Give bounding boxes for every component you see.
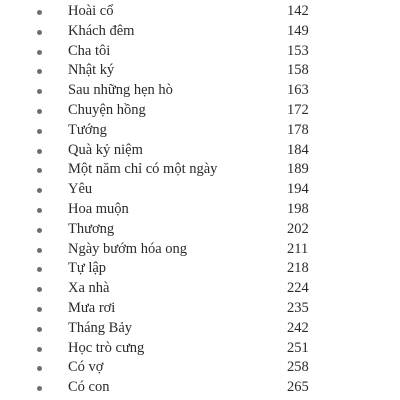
toc-entry-page: 163 xyxy=(287,82,309,99)
toc-entry[interactable] xyxy=(0,180,400,200)
bullet-icon xyxy=(37,386,42,391)
toc-entry-title: Có con xyxy=(68,379,110,396)
toc-entry-title: Chuyện hồng xyxy=(68,101,146,118)
toc-entry[interactable] xyxy=(0,141,400,161)
toc-entry[interactable] xyxy=(0,240,400,260)
toc-entry-page: 158 xyxy=(287,62,309,79)
toc-entry-title: Cha tôi xyxy=(68,42,111,59)
toc-entry-page: 218 xyxy=(287,260,309,277)
toc-entry[interactable] xyxy=(0,81,400,101)
table-of-contents xyxy=(0,2,400,398)
toc-entry-title: Sau những hẹn hò xyxy=(68,82,173,99)
bullet-icon xyxy=(37,307,42,312)
toc-entry[interactable] xyxy=(0,22,400,42)
bullet-icon xyxy=(37,267,42,272)
toc-entry[interactable] xyxy=(0,101,400,121)
bullet-icon xyxy=(37,69,42,74)
toc-entry-page: 198 xyxy=(287,200,309,217)
toc-entry-title: Hoa muộn xyxy=(68,200,129,217)
toc-entry-page: 202 xyxy=(287,220,309,237)
toc-entry-title: Thương xyxy=(68,220,115,237)
toc-entry[interactable] xyxy=(0,319,400,339)
toc-entry-page: 184 xyxy=(287,141,309,158)
toc-entry-page: 189 xyxy=(287,161,309,178)
toc-entry[interactable] xyxy=(0,299,400,319)
toc-entry-title: Mưa rơi xyxy=(68,299,116,316)
toc-entry-page: 172 xyxy=(287,101,309,118)
bullet-icon xyxy=(37,188,42,193)
toc-entry[interactable] xyxy=(0,358,400,378)
bullet-icon xyxy=(37,10,42,15)
toc-entry-title: Một năm chỉ có một ngày xyxy=(68,161,218,178)
bullet-icon xyxy=(37,30,42,35)
bullet-icon xyxy=(37,327,42,332)
toc-entry-title: Học trò cưng xyxy=(68,339,145,356)
toc-entry-page: 153 xyxy=(287,42,309,59)
bullet-icon xyxy=(37,208,42,213)
toc-entry-title: Quà kỷ niệm xyxy=(68,141,143,158)
toc-entry[interactable] xyxy=(0,160,400,180)
bullet-icon xyxy=(37,109,42,114)
toc-entry-page: 258 xyxy=(287,359,309,376)
bullet-icon xyxy=(37,129,42,134)
toc-entry-title: Nhật ký xyxy=(68,62,115,79)
toc-entry-title: Có vợ xyxy=(68,359,104,376)
toc-entry-title: Yêu xyxy=(68,181,93,198)
toc-entry[interactable] xyxy=(0,339,400,359)
toc-entry[interactable] xyxy=(0,121,400,141)
toc-entry-title: Ngày bướm hóa ong xyxy=(68,240,188,257)
toc-entry[interactable] xyxy=(0,42,400,62)
toc-entry-title: Tướng xyxy=(68,121,107,138)
toc-entry[interactable] xyxy=(0,220,400,240)
toc-entry-title: Tự lập xyxy=(68,260,107,277)
bullet-icon xyxy=(37,149,42,154)
toc-entry[interactable] xyxy=(0,61,400,81)
toc-entry-page: 211 xyxy=(287,240,309,257)
bullet-icon xyxy=(37,347,42,352)
toc-entry-page: 142 xyxy=(287,3,309,19)
toc-entry-page: 235 xyxy=(287,299,309,316)
bullet-icon xyxy=(37,287,42,292)
toc-entry-title: Xa nhà xyxy=(68,280,110,297)
bullet-icon xyxy=(37,89,42,94)
toc-entry-page: 194 xyxy=(287,181,309,198)
toc-entry-title: Khách đêm xyxy=(68,22,135,39)
bullet-icon xyxy=(37,168,42,173)
bullet-icon xyxy=(37,366,42,371)
toc-entry-page: 265 xyxy=(287,379,309,396)
bullet-icon xyxy=(37,248,42,253)
bullet-icon xyxy=(37,50,42,55)
toc-entry[interactable] xyxy=(0,200,400,220)
toc-entry-title: Tháng Bảy xyxy=(68,319,133,336)
toc-entry-page: 224 xyxy=(287,280,309,297)
toc-entry-title: Hoài cổ xyxy=(68,3,114,19)
toc-entry-page: 178 xyxy=(287,121,309,138)
toc-entry-page: 149 xyxy=(287,22,309,39)
toc-entry-page: 242 xyxy=(287,319,309,336)
toc-entry[interactable] xyxy=(0,259,400,279)
toc-entry[interactable] xyxy=(0,378,400,398)
bullet-icon xyxy=(37,228,42,233)
toc-entry[interactable] xyxy=(0,279,400,299)
toc-entry-page: 251 xyxy=(287,339,309,356)
toc-entry[interactable] xyxy=(0,2,400,22)
